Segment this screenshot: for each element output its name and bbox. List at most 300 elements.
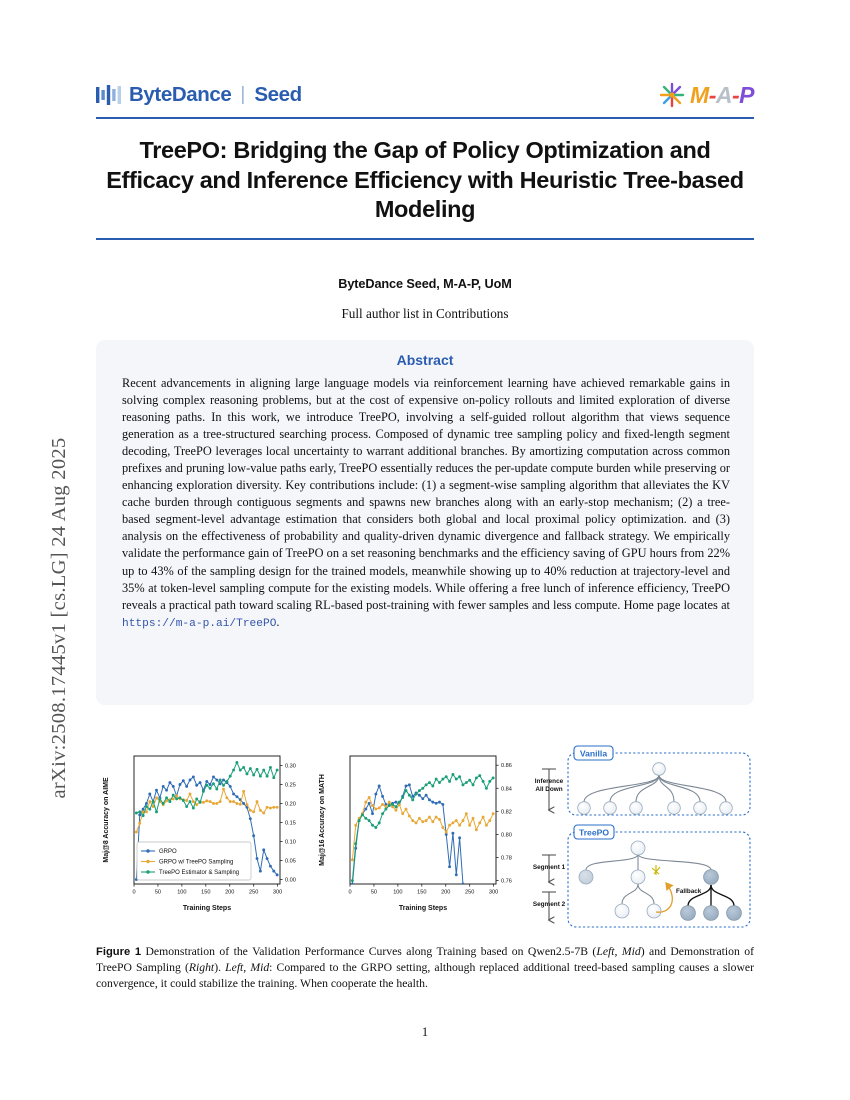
y-tick-label: 0.25 — [285, 782, 296, 789]
series-point — [135, 831, 138, 834]
diagram-inference-label-2: All Down — [535, 786, 563, 793]
x-tick-label: 100 — [393, 889, 403, 896]
series-point — [374, 808, 377, 811]
figure-caption — [96, 944, 754, 992]
series-point — [381, 812, 384, 815]
diagram-treepo-label: TreePO — [578, 827, 610, 838]
series-point — [451, 773, 454, 776]
chart-math — [312, 742, 528, 932]
series-point — [212, 802, 215, 805]
series-point — [158, 797, 161, 800]
series-point — [202, 790, 205, 793]
chart-math-xlabel: Training Steps — [398, 905, 448, 912]
series-point — [249, 809, 252, 812]
series-point — [451, 832, 454, 835]
series-point — [435, 816, 438, 819]
series-point — [222, 778, 225, 781]
series-point — [381, 795, 384, 798]
series-point — [235, 795, 238, 798]
treepo-seg2-node-d — [704, 906, 719, 921]
series-point — [488, 780, 491, 783]
series-point — [199, 781, 202, 784]
treepo-seg2-node-b — [647, 904, 661, 918]
series-point — [276, 806, 279, 809]
legend-label-1: GRPO w/ TreePO Sampling — [159, 859, 234, 866]
series-point — [441, 826, 444, 829]
series-point — [148, 800, 151, 803]
series-point — [411, 798, 414, 801]
series-point — [155, 796, 158, 799]
series-point — [488, 819, 491, 822]
series-point — [485, 787, 488, 790]
header-logo-row — [96, 78, 754, 112]
series-point — [135, 812, 138, 815]
series-point — [421, 787, 424, 790]
figure-1-row — [96, 742, 754, 932]
series-point — [142, 808, 145, 811]
series-point — [418, 794, 421, 797]
x-tick-label: 150 — [417, 889, 427, 896]
x-tick-label: 300 — [272, 889, 283, 896]
series-point — [395, 805, 398, 808]
map-letter-m: M — [690, 81, 709, 108]
series-point — [408, 815, 411, 818]
series-point — [448, 865, 451, 868]
series-point — [269, 865, 272, 868]
page-number: 1 — [421, 1025, 429, 1039]
paper-page — [96, 0, 754, 1100]
x-tick-label: 200 — [441, 889, 451, 896]
series-point — [468, 824, 471, 827]
series-point — [435, 778, 438, 781]
caption-part-3: ). — [214, 961, 226, 975]
map-dash-2: - — [731, 81, 740, 108]
series-point — [266, 775, 269, 778]
page-title: TreePO: Bridging the Gap of Policy Optimization and Efficacy and Inference Efficiency with Heuristic Tree-based Modeling — [106, 137, 744, 222]
series-point — [398, 801, 401, 804]
caption-part-1: Demonstration of the Validation Performance Curves along Training based on Qwen2.5-7B ( — [141, 945, 597, 958]
series-point — [408, 783, 411, 786]
vanilla-leaf-nodes — [578, 802, 733, 815]
series-point — [252, 810, 255, 813]
abstract-period: . — [276, 614, 280, 629]
series-point — [215, 778, 218, 781]
series-point — [205, 780, 208, 783]
series-point — [358, 819, 361, 822]
series-point — [354, 824, 357, 827]
series-point — [374, 826, 377, 829]
caption-italic-3: Left, Mid — [225, 961, 270, 975]
caption-part-2: ) and Demonstration of TreePO Sampling ( — [96, 945, 755, 975]
series-point — [212, 775, 215, 778]
series-point — [441, 778, 444, 781]
series-point — [351, 879, 354, 882]
series-point — [256, 800, 259, 803]
series-point — [478, 774, 481, 777]
series-point — [205, 799, 208, 802]
series-point — [272, 776, 275, 779]
series-point — [458, 824, 461, 827]
series-point — [246, 772, 249, 775]
series-point — [425, 819, 428, 822]
abstract-paragraph: Recent advancements in aligning large language models via reinforcement learning have achieved remarkable gains in solving complex reasoning problems, but at the cost of expensive on-policy rollouts and limited exploration of diverse reasoning paths. In this work, we introduce TreePO, involving a self-guided rollout algorithm that views sequence generation as a tree-structured searching process. Composed of dynamic tree sampling policy and fixed-length segment decoding, TreePO leverages local uncertainty to warrant additional branches. By amortizing computation across common prefixes and pruning low-value paths early, TreePO essentially reduces the per-update compute burden while preserving or enhancing exploration diversity. Key contributions include: (1) a segment-wise sampling algorithm that alleviates the KV cache burden through contiguous segments and spawns new branches along with an early-stop mechanism; (2) a tree-based segment-level advantage estimation that considers both global and local proximal policy optimization. and (3) analysis on the effectiveness of probability and quality-driven dynamic divergence and fallback strategy. We empirically validate the performance gain of TreePO on a set reasoning benchmarks and the efficiency saving of GPU hours from 22% up to 43% of the sampling design for the trained models, meanwhile showing up to 40% reduction at trajectory-level and 35% at token-level sampling compute for the existing models. While offering a free lunch of inference efficiency, TreePO reveals a practical path toward scaling RL-based post-training with fewer samples and less compute. Home page locates at — [122, 376, 730, 612]
x-tick-label: 0 — [132, 889, 136, 896]
series-point — [179, 796, 182, 799]
series-point — [252, 834, 255, 837]
series-point — [421, 797, 424, 800]
map-letter-p: P — [739, 81, 754, 108]
series-point — [492, 812, 495, 815]
series-point — [492, 776, 495, 779]
diagram-segment1-label: Segment 1 — [532, 864, 566, 871]
diagram-vanilla-label: Vanilla — [579, 748, 608, 759]
map-star-icon — [659, 82, 685, 108]
map-dash-1: - — [708, 81, 716, 108]
x-tick-label: 50 — [154, 889, 162, 896]
treepo-seg1-node-mid — [631, 870, 645, 884]
treepo-seg2-node-e — [727, 906, 742, 921]
series-point — [266, 857, 269, 860]
series-point — [472, 817, 475, 820]
series-point — [418, 789, 421, 792]
series-point — [199, 801, 202, 804]
series-point — [192, 800, 195, 803]
title-rule — [96, 238, 754, 240]
series-point — [401, 812, 404, 815]
series-point — [232, 800, 235, 803]
series-point — [185, 785, 188, 788]
series-point — [371, 804, 374, 807]
series-point — [219, 800, 222, 803]
series-point — [256, 768, 259, 771]
series-point — [455, 819, 458, 822]
abstract-text — [122, 375, 730, 633]
caption-italic-2: Right — [188, 961, 215, 975]
x-tick-label: 200 — [225, 889, 235, 896]
caption-italic-1: Left, Mid — [596, 945, 641, 958]
series-point — [425, 794, 428, 797]
series-point — [165, 789, 168, 792]
series-point — [262, 769, 265, 772]
series-point — [465, 781, 468, 784]
x-tick-label: 250 — [465, 889, 475, 896]
series-point — [155, 810, 158, 813]
series-point — [249, 817, 252, 820]
series-point — [152, 800, 155, 803]
series-point — [478, 821, 481, 824]
series-point — [256, 857, 259, 860]
chart-math-svg — [312, 742, 528, 932]
y-tick-label: 0.10 — [285, 839, 296, 846]
series-point — [451, 821, 454, 824]
series-point — [378, 821, 381, 824]
author-affiliations: ByteDance Seed, M-A-P, UoM — [338, 277, 512, 291]
series-point — [269, 766, 272, 769]
series-point — [371, 812, 374, 815]
series-point — [162, 802, 165, 805]
y-tick-label: 0.20 — [285, 801, 296, 808]
series-point — [229, 775, 232, 778]
bytedance-wordmark: ByteDance — [129, 82, 232, 106]
series-point — [276, 769, 279, 772]
series-point — [229, 800, 232, 803]
series-point — [138, 822, 141, 825]
series-point — [185, 805, 188, 808]
chart-aime-legend — [137, 842, 251, 880]
series-point — [215, 788, 218, 791]
series-point — [189, 778, 192, 781]
y-tick-label: 0.84 — [501, 786, 512, 793]
series-point — [408, 794, 411, 797]
series-point — [209, 800, 212, 803]
series-point — [142, 814, 145, 817]
x-tick-label: 300 — [488, 889, 499, 896]
series-point — [189, 800, 192, 803]
diagram-segment2-label: Segment 2 — [532, 901, 566, 908]
series-point — [411, 819, 414, 822]
series-point — [182, 799, 185, 802]
series-point — [364, 817, 367, 820]
series-point — [145, 805, 148, 808]
series-point — [448, 780, 451, 783]
series-point — [272, 806, 275, 809]
logo-separator: | — [240, 84, 246, 105]
series-point — [435, 802, 438, 805]
series-point — [276, 873, 279, 876]
series-point — [374, 793, 377, 796]
figure-caption-label: Figure 1 — [96, 946, 142, 958]
treepo-root-node — [631, 841, 645, 855]
series-point — [431, 820, 434, 823]
series-point — [351, 858, 354, 861]
series-point — [364, 801, 367, 804]
series-point — [232, 769, 235, 772]
series-point — [368, 819, 371, 822]
series-point — [249, 767, 252, 770]
series-point — [262, 848, 265, 851]
series-point — [232, 793, 235, 796]
y-tick-label: 0.82 — [501, 809, 512, 816]
vanilla-root-node — [653, 763, 666, 776]
series-point — [235, 761, 238, 764]
series-point — [252, 774, 255, 777]
series-point — [235, 802, 238, 805]
x-tick-label: 150 — [201, 889, 211, 896]
series-point — [384, 808, 387, 811]
series-point — [259, 870, 262, 873]
diagram-svg — [526, 742, 754, 932]
y-tick-label: 0.76 — [501, 878, 512, 885]
series-point — [239, 769, 242, 772]
series-point — [395, 801, 398, 804]
x-tick-label: 250 — [249, 889, 259, 896]
series-point — [415, 821, 418, 824]
series-point — [242, 766, 245, 769]
chart-aime-xlabel: Training Steps — [182, 905, 232, 912]
series-point — [428, 816, 431, 819]
series-point — [368, 802, 371, 805]
series-point — [428, 798, 431, 801]
series-point — [185, 799, 188, 802]
series-point — [259, 809, 262, 812]
bytedance-mark-icon — [96, 84, 122, 106]
treepo-seg2-node-a — [615, 904, 629, 918]
series-point — [388, 804, 391, 807]
map-logo — [659, 82, 754, 108]
series-point — [388, 801, 391, 804]
series-point — [172, 794, 175, 797]
author-note: Full author list in Contributions — [341, 306, 509, 321]
series-point — [219, 778, 222, 781]
treepo-seg2-node-c — [681, 906, 696, 921]
series-point — [155, 789, 158, 792]
series-point — [229, 785, 232, 788]
series-point — [148, 793, 151, 796]
series-point — [425, 783, 428, 786]
series-point — [205, 784, 208, 787]
series-point — [465, 812, 468, 815]
series-point — [246, 803, 249, 806]
y-tick-label: 0.30 — [285, 763, 296, 770]
series-point — [431, 801, 434, 804]
series-point — [195, 797, 198, 800]
series-point — [485, 824, 488, 827]
series-point — [266, 806, 269, 809]
divergence-spark-icon — [652, 865, 660, 875]
series-point — [482, 816, 485, 819]
series-point — [209, 783, 212, 786]
series-point — [371, 824, 374, 827]
series-point — [418, 817, 421, 820]
series-point — [182, 779, 185, 782]
series-point — [458, 775, 461, 778]
series-point — [368, 796, 371, 799]
series-point — [222, 788, 225, 791]
chart-aime-svg — [96, 742, 312, 932]
legend-label-0: GRPO — [159, 849, 177, 856]
y-tick-label: 0.15 — [285, 820, 296, 827]
chart-aime — [96, 742, 312, 932]
series-point — [165, 796, 168, 799]
y-tick-label: 0.86 — [501, 763, 512, 770]
x-tick-label: 0 — [348, 889, 352, 896]
series-point — [462, 819, 465, 822]
series-point — [441, 803, 444, 806]
series-point — [448, 824, 451, 827]
legend-label-2: TreePO Estimator & Sampling — [159, 870, 240, 877]
series-point — [209, 787, 212, 790]
series-point — [175, 794, 178, 797]
series-point — [378, 806, 381, 809]
series-point — [438, 801, 441, 804]
series-point — [148, 808, 151, 811]
y-tick-label: 0.80 — [501, 832, 512, 839]
series-point — [162, 785, 165, 788]
series-point — [175, 797, 178, 800]
series-point — [468, 779, 471, 782]
series-point — [168, 781, 171, 784]
diagram-inference-label-1: Inference — [534, 778, 564, 785]
series-point — [212, 782, 215, 785]
series-point — [239, 803, 242, 806]
treepo-seg1-node-right — [704, 870, 719, 885]
series-point — [354, 842, 357, 845]
series-point — [202, 801, 205, 804]
arxiv-stamp: arXiv:2508.17445v1 [cs.LG] 24 Aug 2025 — [48, 437, 70, 799]
abstract-heading: Abstract — [396, 352, 454, 368]
series-point — [138, 813, 141, 816]
series-point — [405, 808, 408, 811]
series-point — [401, 796, 404, 799]
series-point — [222, 784, 225, 787]
series-point — [259, 775, 262, 778]
series-point — [168, 800, 171, 803]
series-point — [145, 802, 148, 805]
chart-math-ylabel: Maj@16 Accuracy on MATH — [319, 774, 326, 866]
series-point — [351, 883, 354, 886]
series-point — [269, 807, 272, 810]
diagram-fallback-label: Fallback — [676, 888, 702, 895]
series-point — [415, 793, 418, 796]
y-tick-label: 0.78 — [501, 855, 512, 862]
x-tick-label: 100 — [177, 889, 187, 896]
series-point — [195, 803, 198, 806]
caption-part-4: : Compared to the GRPO setting, although replaced additional treed-based sampling causes a slower convergence, it could stabilize the training. When cooperate the health. — [96, 961, 754, 991]
bytedance-seed-logo — [96, 84, 302, 106]
series-point — [242, 802, 245, 805]
series-point — [445, 831, 448, 834]
series-point — [272, 870, 275, 873]
series-point — [475, 828, 478, 831]
series-point — [458, 836, 461, 839]
series-point — [225, 780, 228, 783]
series-point — [225, 796, 228, 799]
series-point — [405, 789, 408, 792]
y-tick-label: 0.00 — [285, 877, 296, 884]
series-point — [145, 810, 148, 813]
series-point — [138, 810, 141, 813]
series-point — [179, 783, 182, 786]
series-point — [172, 785, 175, 788]
series-point — [405, 785, 408, 788]
series-point — [428, 781, 431, 784]
homepage-link[interactable]: https://m-a-p.ai/TreePO — [122, 617, 277, 630]
series-point — [462, 883, 465, 886]
series-point — [361, 813, 364, 816]
series-point — [364, 808, 367, 811]
series-point — [391, 803, 394, 806]
series-point — [421, 820, 424, 823]
map-letter-a: A — [715, 81, 732, 108]
treepo-seg1-node-left — [579, 870, 593, 884]
series-point — [482, 780, 485, 783]
series-point — [262, 812, 265, 815]
series-point — [472, 783, 475, 786]
series-point — [189, 793, 192, 796]
series-point — [192, 775, 195, 778]
series-point — [438, 818, 441, 821]
series-point — [475, 776, 478, 779]
series-point — [445, 775, 448, 778]
diagram-treepo-sampling — [526, 742, 754, 932]
map-wordmark — [690, 81, 754, 108]
series-point — [192, 807, 195, 810]
series-point — [215, 802, 218, 805]
series-point — [195, 784, 198, 787]
series-point — [462, 783, 465, 786]
series-point — [378, 785, 381, 788]
series-point — [242, 790, 245, 793]
